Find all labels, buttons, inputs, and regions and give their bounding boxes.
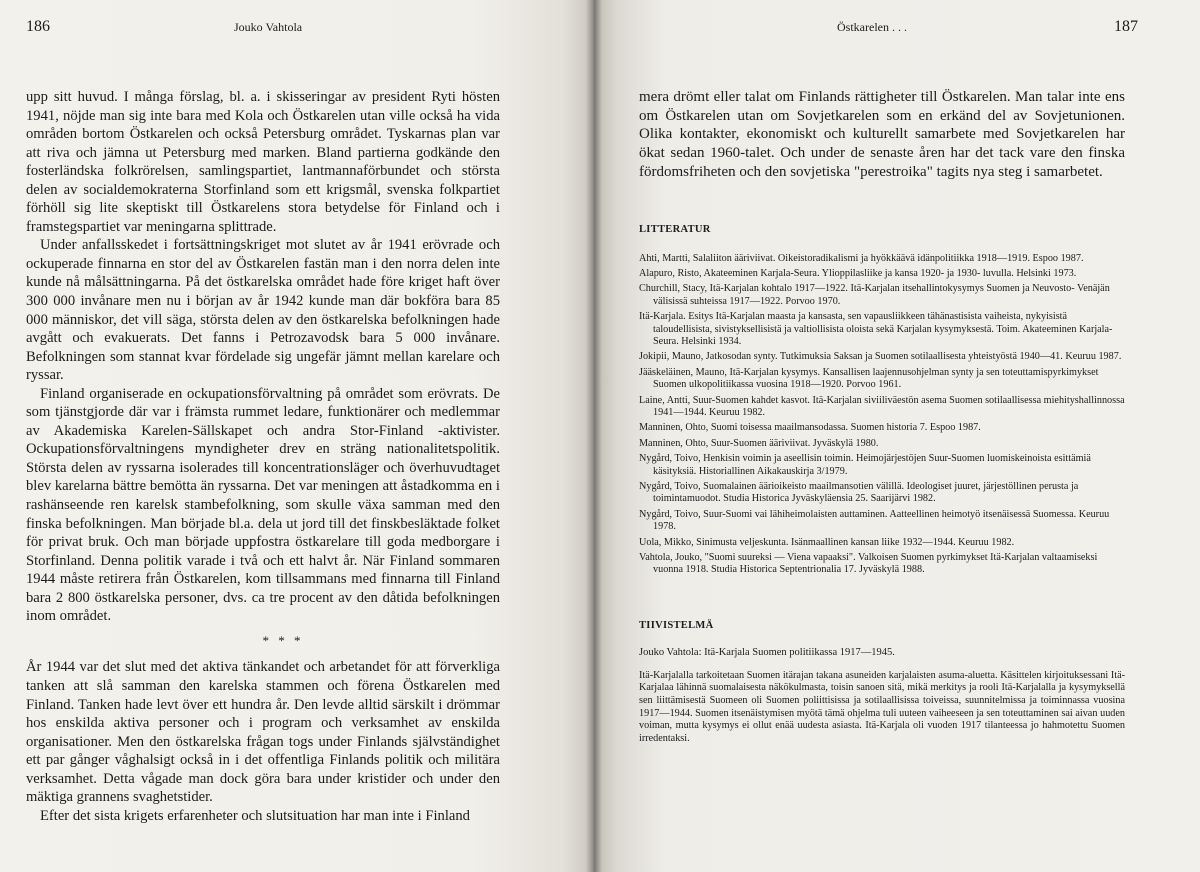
running-head-right: Östkarelen . . .: [837, 20, 907, 34]
reference-item: Nygård, Toivo, Henkisin voimin ja aseellisin toimin. Heimojärjestöjen Suur-Suomen luomiskeinoista esittämiä käsityksiä. Historiallinen Aikakauskirja 3/1979.: [639, 453, 1091, 477]
paragraph: Efter det sista krigets erfarenheter och slutsituation har man inte i Finland: [40, 807, 470, 824]
reference-item: Uola, Mikko, Sinimusta veljeskunta. Isänmaallinen kansan liike 1932—1944. Keuruu 1982.: [639, 536, 1015, 548]
running-head-left: Jouko Vahtola: [234, 20, 303, 34]
reference-item: Ahti, Martti, Salaliiton ääriviivat. Oikeistoradikalismi ja hyökkäävä idänpolitiikka 1918—1919. Espoo 1987.: [639, 252, 1084, 264]
reference-item: Nygård, Toivo, Suomalainen äärioikeisto maailmansotien välillä. Ideologiset juuret, järjestöllinen perusta ja toimintamuodot. Studia Historica Jyväskyläensia 25. Saarijärvi 1982.: [639, 481, 1079, 505]
paragraph: År 1944 var det slut med det aktiva tänkandet och arbetandet för att förverkliga tanken att slå samman den karelska stammen och förena Östkarelen med Finland. Tanken hade levt över ett hundra år. Den levde alltid särskilt i drömmar hos enskilda aktiva personer och i program och verksamhet av enskilda organisationer. Men den östkarelska frågan togs under Finlands självständighet ett par gånger våghalsigt också in i det offentliga Finlands politik och militära verksamhet. Detta vågade man dock göra bara under kristider och under den mäktiga grannens svaghetstider.: [26, 659, 500, 806]
reference-item: Itä-Karjala. Esitys Itä-Karjalan maasta ja kansasta, sen vapausliikkeen tähänastisista vaiheista, nykyisistä taloudellisista, sivistyksellisistä ja valtiollisista oloista sekä Karjalan kysymyksestä. Toim. Akateeminen Karjala-Seura. Helsinki 1934.: [639, 311, 1113, 347]
paragraph: Under anfallsskedet i fortsättningskriget mot slutet av år 1941 erövrade och ockuperade finnarna en stor del av Östkarelen fastän man i den norra delen inte kunde nå målsättningarna. På det östkarelska området hade före kriget haft över 300 000 invånare men nu i början av år 1942 kunde man där bokföra bara 85 000 människor, det vill säga, största delen av den östkarelska befolkningen hade avgått och evakuerats. Det fanns i Petrozavodsk bara 5 000 invånare. Befolkningen som stannat kvar fördelade sig ungefär jämnt mellan karelare och ryssar.: [26, 237, 500, 384]
left-page: [0, 0, 593, 872]
summary-title: Jouko Vahtola: Itä-Karjala Suomen politiikassa 1917—1945.: [639, 646, 895, 658]
summary-body: Itä-Karjalalla tarkoitetaan Suomen itärajan takana asuneiden karjalaisten asuma-aluetta. Käsittelen kirjoituksessani Itä-Karjalaa lähinnä suomalaisesta näkökulmasta, toisin sanoen sitä, mikä merkitys ja rooli Itä-Karjalalla ja kysymyksellä sen liittämisestä Suomeen oli Suomen poliittisissa ja sotilaallisissa toiveissa, suunnitelmissa ja toiminnassa vuosina 1917—1944. Suomen itsenäistymisen myötä tämä ohjelma tuli uuteen vaiheeseen ja sen toteuttaminen sai aivan uuden voiman, mutta kysymys ei ollut enää uudesta asiasta. Itä-Karjala oli vuoden 1917 tilanteessa jo hahmotettu Suomen irredentaksi.: [639, 669, 1125, 744]
reference-item: Manninen, Ohto, Suomi toisessa maailmansodassa. Suomen historia 7. Espoo 1987.: [639, 422, 981, 434]
reference-item: Nygård, Toivo, Suur-Suomi vai lähiheimolaisten auttaminen. Aatteellinen heimotyö itsenäisessä Suomessa. Keuruu 1978.: [639, 508, 1110, 533]
reference-item: Jokipii, Mauno, Jatkosodan synty. Tutkimuksia Saksan ja Suomen sotilaallisesta yhteistyöstä 1940—41. Keuruu 1987.: [639, 351, 1122, 363]
section-separator: * * *: [262, 632, 304, 648]
right-page: [593, 0, 1200, 872]
paragraph: Finland organiserade en ockupationsförvaltning på området som erövrats. De som tjänstgjorde där var i främsta rummet ledare, funktionärer och medlemmar av Akademiska Karelen-Sällskapet och andra Stor-Finland -aktivister. Ockupationsförvaltningens myndigheter drev en sträng nationalitetspolitik. Största delen av ryssarna isolerades till koncentrationsläger och överhuvudtaget blev karelarna bättre bemötta än ryssarna. Det var meningen att åstadkomma en i rashänseende ren karelsk stambefolkning, som skulle växa samman med den finska befolkningen. Man började bl.a. dela ut jord till det finskbesläktade folket för privat bruk. Och man började uppfostra östkarelare till goda medborgare i Storfinland. Denna politik varade i två och ett halvt år. När Finland sommaren 1944 måste retirera från Östkarelen, kom tillsammans med finnarna till Finland bara 2 800 östkarelska personer, dvs. ca tre procent av den dåtida befolkningen inom området.: [26, 385, 500, 625]
reference-item: Manninen, Ohto, Suur-Suomen ääriviivat. Jyväskylä 1980.: [639, 437, 879, 449]
paragraph: upp sitt huvud. I många förslag, bl. a. i skisseringar av president Ryti hösten 1941, nöjde man sig inte bara med Kola och Östkarelen utan ville också ha vida områden bortom Östkarelen och också Petersburg området. Tyskarnas plan var att riva och jämna ut Petersburg med marken. Bland partierna godkände den fosterländska folkrörelsen, samlingspartiet, lantmannaförbundet och största delen av socialdemokraterna Storfinland som ett krigsmål, svenska folkpartiet förhöll sig lite skeptiskt till Östkarelens stora betydelse för Finland och i framstegspartiet var meningarna splittrade.: [26, 89, 500, 235]
reference-item: Jääskeläinen, Mauno, Itä-Karjalan kysymys. Kansallisen laajennusohjelman synty ja sen toteuttamispyrkimykset Suomen ulkopolitiikassa vuosina 1918—1920. Porvoo 1961.: [639, 366, 1099, 391]
reference-item: Churchill, Stacy, Itä-Karjalan kohtalo 1917—1922. Itä-Karjalan itsehallintokysymys Suomen ja Neuvosto- Venäjän välisissä suhteissa 1917—1922. Porvoo 1970.: [639, 283, 1110, 307]
page-number-left: 186: [26, 18, 50, 35]
right-body-text: [639, 88, 1125, 745]
reference-list: [639, 253, 1125, 577]
paragraph: mera drömt eller talat om Finlands rättigheter till Östkarelen. Man talar inte ens om Östkarelen utan om Sovjetkarelen som en erkänd del av Sovjetunionen. Olika kontakter, ekonomiskt och kulturellt samarbete med Sovjetkarelen har ökat sedan 1960-talet. Och under de senaste åren har det tack vare den finska fördomsfriheten och den sovjetiska "perestroika" tagits nya steg i samarbetet.: [639, 89, 1125, 180]
page-number-right: 187: [1114, 18, 1138, 35]
left-body-text: [26, 88, 500, 825]
reference-item: Vahtola, Jouko, "Suomi suureksi — Viena vapaaksi". Valkoisen Suomen pyrkimykset Itä-Karjalan valtaamiseksi vuonna 1918. Studia Historica Septentrionalia 17. Jyväskylä 1988.: [639, 552, 1098, 576]
summary-heading: TIIVISTELMÄ: [639, 619, 714, 631]
literature-heading: LITTERATUR: [639, 223, 711, 235]
reference-item: Alapuro, Risto, Akateeminen Karjala-Seura. Ylioppilasliike ja kansa 1920- ja 1930- luvulla. Helsinki 1973.: [639, 267, 1077, 279]
reference-item: Laine, Antti, Suur-Suomen kahdet kasvot. Itä-Karjalan siviiliväestön asema Suomen sotilaallisessa miehityshallinnossa 1941—1944. Keuruu 1982.: [639, 394, 1125, 418]
